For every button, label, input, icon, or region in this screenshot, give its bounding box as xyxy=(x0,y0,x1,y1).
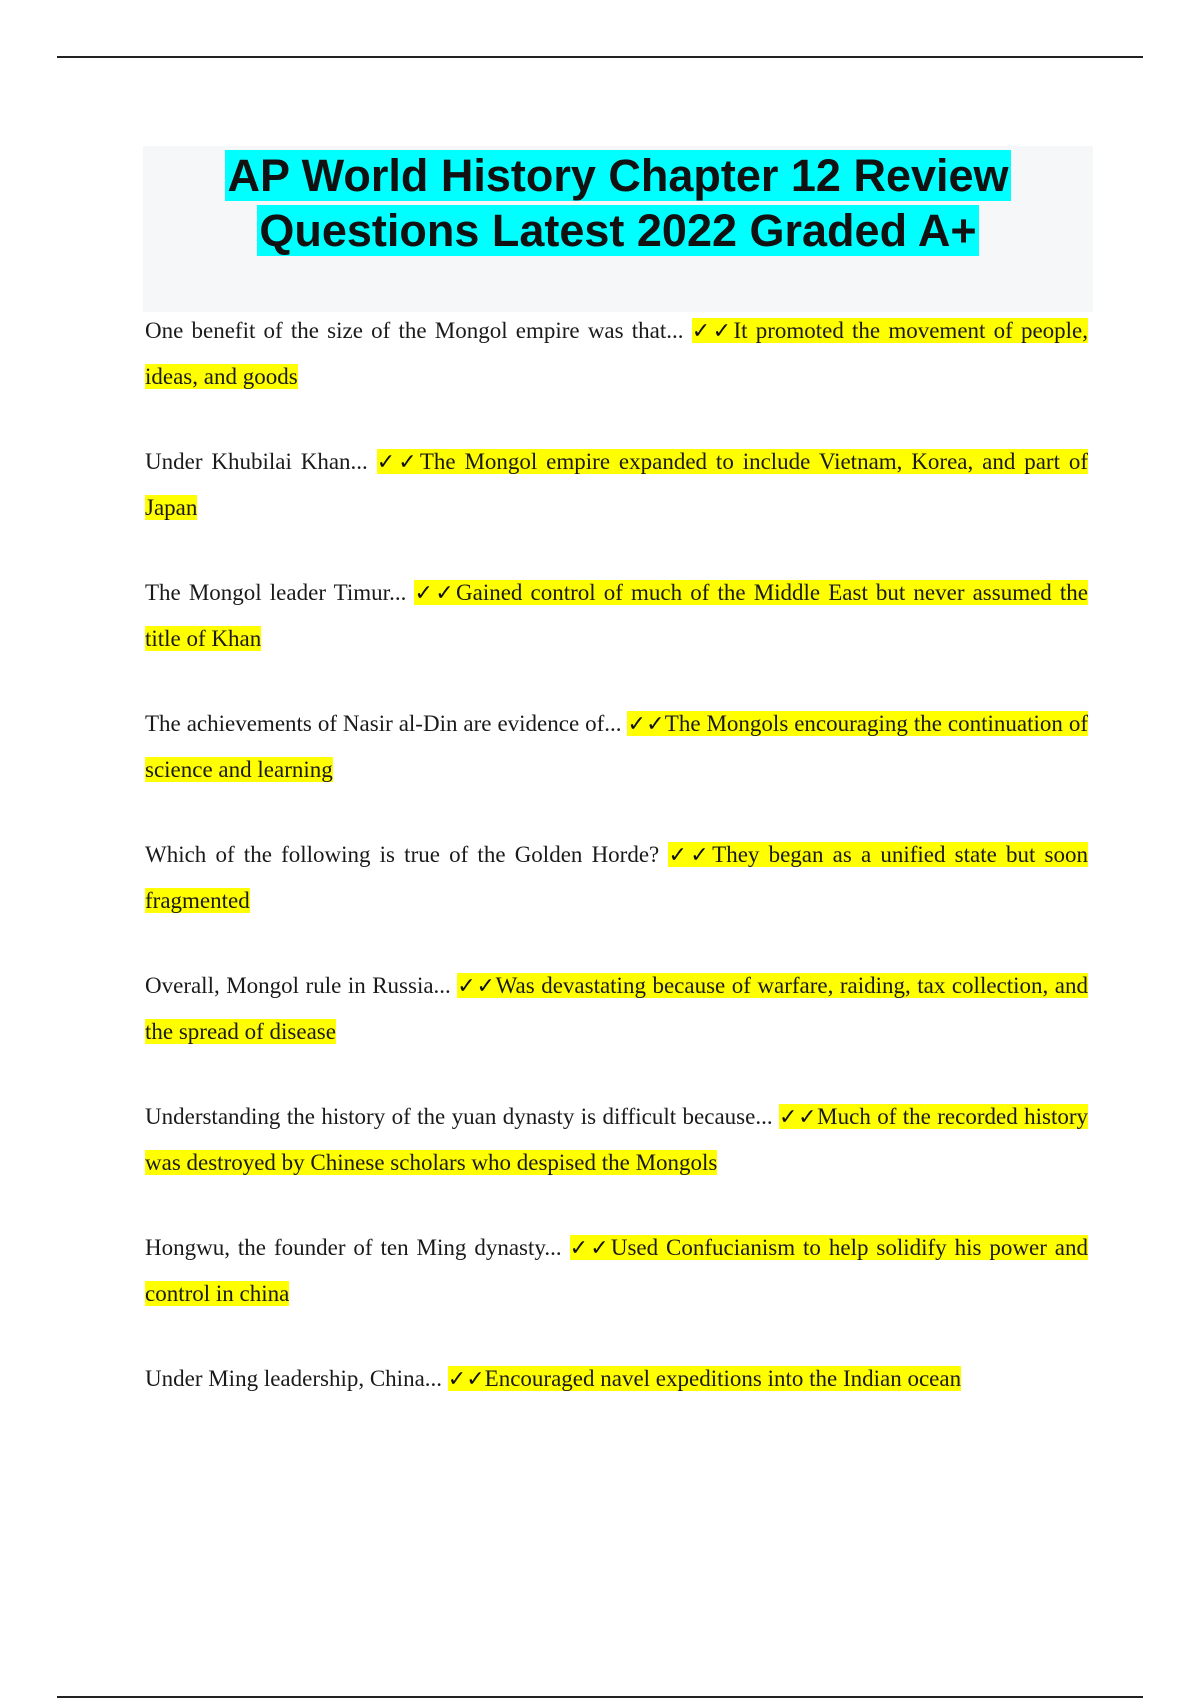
check-icon: ✓✓ xyxy=(778,1105,818,1130)
check-icon: ✓✓ xyxy=(569,1236,611,1261)
answer-highlight xyxy=(448,1366,961,1391)
check-icon: ✓✓ xyxy=(376,450,420,475)
document-title xyxy=(143,146,1093,258)
answer-text: Gained control of much of the Middle East but never assumed the title of Khan xyxy=(145,580,1088,651)
check-icon: ✓✓ xyxy=(457,974,496,999)
answer-text: Used Confucianism to help solidify his power and control in china xyxy=(145,1235,1089,1306)
question-text: The achievements of Nasir al-Din are evidence of... xyxy=(145,711,622,736)
top-divider xyxy=(57,56,1143,58)
check-icon: ✓✓ xyxy=(691,319,734,344)
answer-text: The Mongol empire expanded to include Vietnam, Korea, and part of Japan xyxy=(145,449,1088,520)
check-icon: ✓✓ xyxy=(668,843,713,868)
answer-text: Encouraged navel expeditions into the Indian ocean xyxy=(484,1366,962,1391)
question-text: The Mongol leader Timur... xyxy=(145,580,407,605)
question-text: Which of the following is true of the Golden Horde? xyxy=(145,842,660,867)
question-text: Under Ming leadership, China... xyxy=(145,1366,443,1391)
question-text: Under Khubilai Khan... xyxy=(145,449,368,474)
qa-item xyxy=(145,963,1088,1054)
check-icon: ✓✓ xyxy=(627,712,665,737)
qa-item xyxy=(145,1225,1088,1316)
answer-text: They began as a unified state but soon fragmented xyxy=(145,842,1088,913)
qa-list xyxy=(145,308,1088,1442)
qa-item xyxy=(145,570,1088,661)
answer-text: The Mongols encouraging the continuation of science and learning xyxy=(145,711,1088,782)
qa-item xyxy=(145,832,1088,923)
answer-text: Was devastating because of warfare, raiding, tax collection, and the spread of disease xyxy=(145,973,1088,1044)
title-line-2: Questions Latest 2022 Graded A+ xyxy=(259,205,977,256)
answer-text: It promoted the movement of people, ideas, and goods xyxy=(145,318,1089,389)
question-text: Understanding the history of the yuan dynasty is difficult because... xyxy=(145,1104,773,1129)
check-icon: ✓✓ xyxy=(414,581,457,606)
answer-text: Much of the recorded history was destroyed by Chinese scholars who despised the Mongols xyxy=(145,1104,1089,1175)
check-icon: ✓✓ xyxy=(447,1367,485,1392)
question-text: Hongwu, the founder of ten Ming dynasty... xyxy=(145,1235,562,1260)
qa-item xyxy=(145,1356,1088,1402)
title-line-1: AP World History Chapter 12 Review xyxy=(227,150,1009,201)
qa-item xyxy=(145,1094,1088,1185)
question-text: One benefit of the size of the Mongol empire was that... xyxy=(145,318,684,343)
qa-item xyxy=(145,439,1088,530)
qa-item xyxy=(145,308,1088,399)
question-text: Overall, Mongol rule in Russia... xyxy=(145,973,451,998)
qa-item xyxy=(145,701,1088,792)
bottom-divider xyxy=(57,1696,1143,1698)
title-block xyxy=(143,146,1093,312)
